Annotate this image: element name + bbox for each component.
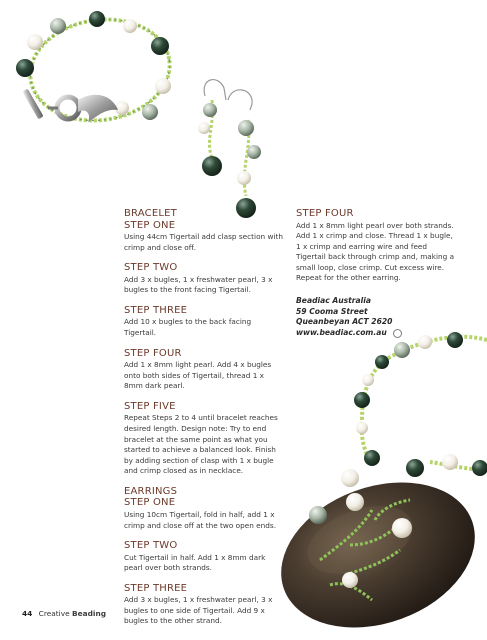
bracelet-step-4	[124, 348, 284, 392]
earrings-step-4	[296, 208, 456, 284]
step-text: Add 1 x 8mm light pearl over both strands. Add 1 x crimp and close. Thread 1 x bugle, 1 x crimp and earring wire and feed Tigertail back through crimp and, making a small loop, close crimp. Cut excess wire. Repeat for the other earring.	[296, 220, 455, 283]
bracelet-step-2	[124, 262, 284, 296]
step-title: STEP ONE	[124, 497, 176, 509]
supplier-credit	[296, 296, 456, 338]
step-title: STEP TWO	[124, 540, 178, 552]
supplier-website-link[interactable]: www.beadiac.com.au	[296, 327, 387, 337]
step-text: Using 44cm Tigertail add clasp section with crimp and close off.	[124, 232, 283, 252]
step-title: STEP THREE	[124, 304, 188, 316]
step-title: STEP ONE	[124, 219, 176, 231]
page-footer	[22, 609, 106, 618]
step-title: STEP FOUR	[296, 208, 354, 219]
step-text: Cut Tigertail in half. Add 1 x 8mm dark pearl over both strands.	[124, 552, 266, 573]
instructions-right-column	[296, 208, 456, 338]
page-number: 44	[22, 609, 33, 618]
earrings-step-2	[124, 540, 284, 574]
step-text: Repeat Steps 2 to 4 until bracelet reaches desired length. Design note: Try to end bracelet at the same point as what you started to achieve a balanced look. Finish by adding section of clasp with 1 x bugle and crimp closed as in necklace.	[124, 413, 278, 476]
step-text: Add 3 x bugles, 1 x freshwater pearl, 3 x bugles to one side of Tigertail. Add 9 x bugles to the other strand.	[124, 595, 273, 626]
step-text: Add 3 x bugles, 1 x freshwater pearl, 3 x bugles to the front facing Tigertail.	[124, 274, 273, 295]
supplier-city: Queanbeyan ACT 2620	[296, 317, 393, 327]
instructions-left-column	[124, 208, 284, 636]
bracelet	[16, 11, 176, 130]
step-text: Add 10 x bugles to the back facing Tigertail.	[124, 317, 252, 337]
earrings-step-3	[124, 583, 284, 627]
earrings	[198, 80, 261, 218]
bracelet-step-5	[124, 401, 284, 477]
step-text: Add 1 x 8mm light pearl. Add 4 x bugles onto both sides of Tigertail, thread 1 x 8mm dark pearl.	[124, 360, 272, 391]
step-title: STEP FIVE	[124, 400, 176, 412]
step-title: STEP THREE	[124, 582, 188, 594]
earrings-heading: EARRINGS	[124, 485, 178, 497]
supplier-name: Beadiac Australia	[296, 296, 372, 306]
ring-bullet-icon	[393, 329, 402, 338]
supplier-street: 59 Cooma Street	[296, 306, 368, 316]
bracelet-heading: BRACELET	[124, 208, 177, 219]
necklace	[261, 332, 487, 640]
earrings-step-1	[124, 497, 284, 531]
bracelet-step-1	[124, 220, 284, 254]
magazine-name: Beading	[72, 609, 107, 618]
step-title: STEP FOUR	[124, 347, 182, 359]
step-text: Using 10cm Tigertail, fold in half, add 1 x crimp and close off at the two open ends.	[124, 509, 277, 530]
step-title: STEP TWO	[124, 262, 178, 274]
bracelet-step-3	[124, 305, 284, 339]
magazine-prefix: Creative	[38, 609, 70, 618]
